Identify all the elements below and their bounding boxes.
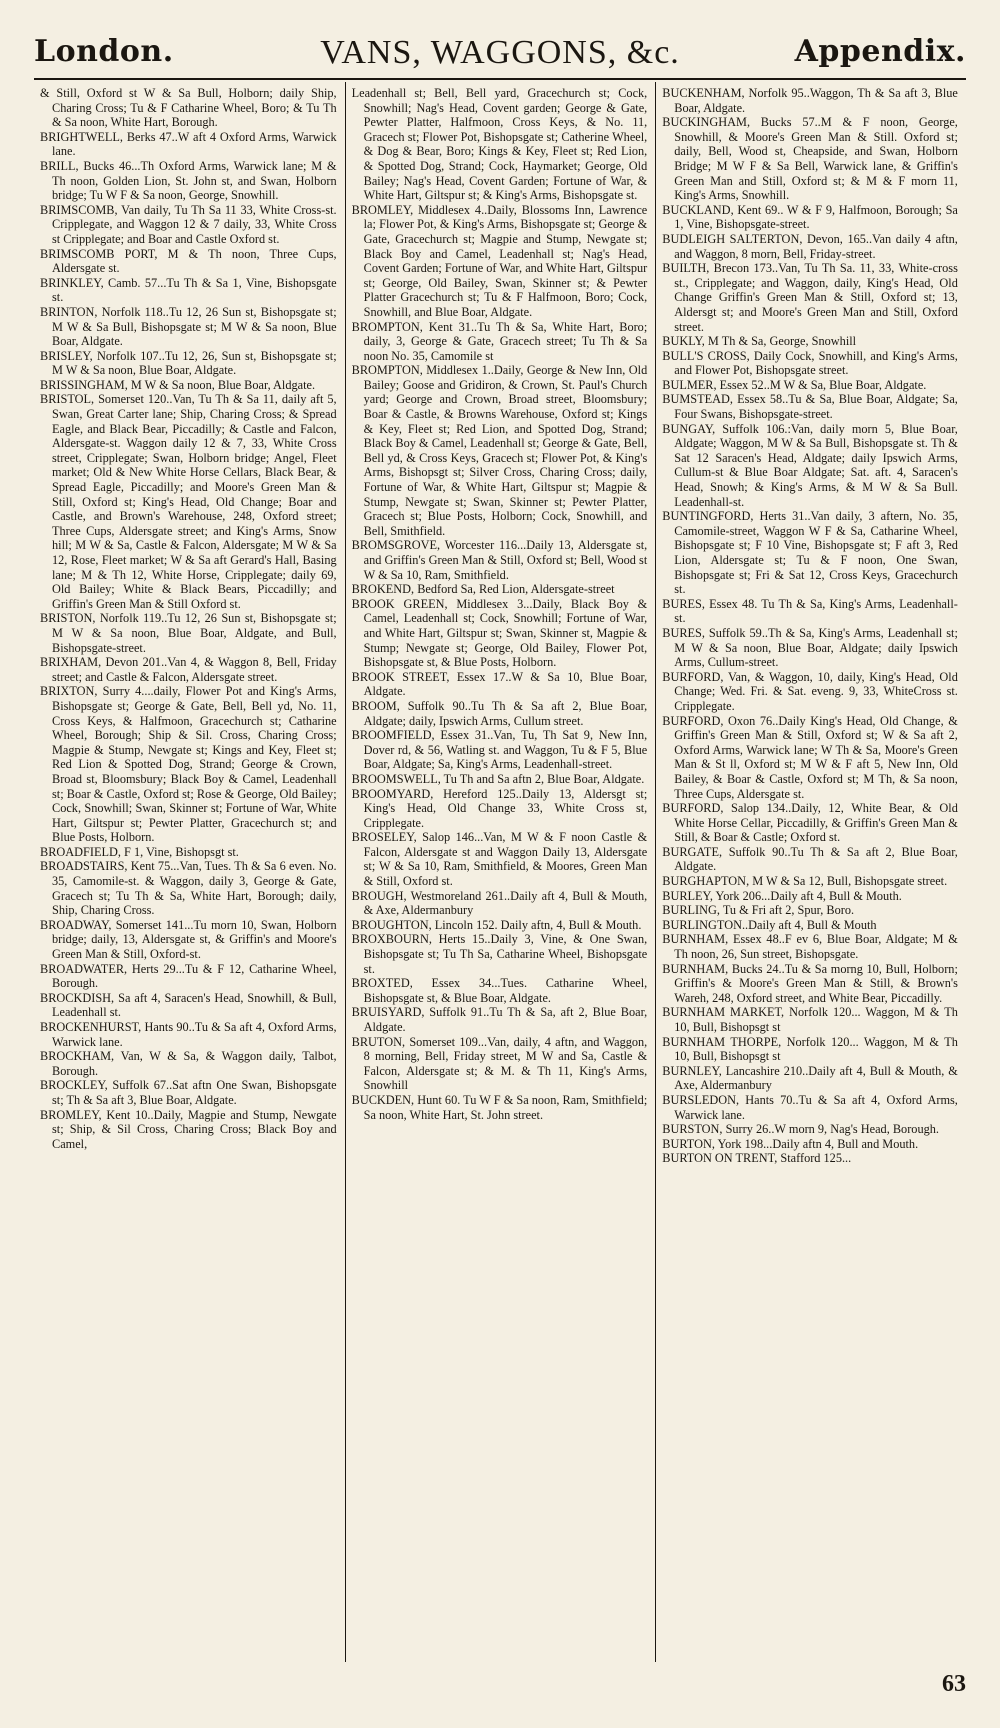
directory-entry: BRIMSCOMB, Van daily, Tu Th Sa 11 33, White Cross-st. Cripplegate, and Waggon 12 & 7 daily, 33, White Cross st Cripplegate; and Boar and Castle Oxford st. — [40, 202, 337, 246]
directory-entry: BRIGHTWELL, Berks 47..W aft 4 Oxford Arms, Warwick lane. — [40, 129, 337, 159]
directory-entry: BURGATE, Suffolk 90..Tu Th & Sa aft 2, Blue Boar, Aldgate. — [662, 844, 958, 874]
directory-entry: BROMLEY, Kent 10..Daily, Magpie and Stump, Newgate st; Ship, & Sil Cross, Charing Cross; Black Boy and Camel, — [40, 1107, 337, 1151]
directory-entry: BROCKHAM, Van, W & Sa, & Waggon daily, Talbot, Borough. — [40, 1049, 337, 1078]
directory-entry: BURFORD, Salop 134..Daily, 12, White Bear, & Old White Horse Cellar, Piccadilly, & Griffin's Green Man & Still, & Boar & Castle; Oxford st. — [662, 801, 958, 845]
directory-entry: BRISTOL, Somerset 120..Van, Tu Th & Sa 11, daily aft 5, Swan, Great Carter lane; Ship, Charing Cross; & Spread Eagle, and Black Bear, Piccadilly; & Castle and Falcon, Aldersgate-st. Waggon daily 12 & 7, 33, White Cross street, Cripplegate; Swan, Holborn bridge; Angel, Fleet market; Old & New White Horse Cellars, Black Bear, & Spread Eagle, Piccadilly; and Moore's Green Man & Still, Oxford st; King's Head, Old Change; Boar and Castle, and Brown's Warehouse, 248, Oxford street; Three Cups, Aldersgate street; and King's Arms, Snow hill; M W & Sa, Castle & Falcon, Aldersgate; M W & Sa 12, Rose, Fleet market; W & Sa aft Gerard's Hall, Basing lane; M & Th 12, White Horse, Cripplegate; daily 69, Old Bailey; White & Black Bears, Piccadilly; and Griffin's Green Man & Still Oxford st. — [40, 392, 337, 611]
directory-entry: Leadenhall st; Bell, Bell yard, Gracechurch st; Cock, Snowhill; Nag's Head, Covent garden; George & Gate, Pewter Platter, Halfmoon, Cross Keys, & No. 11, Gracech st; Flower Pot, Bishopsgate st; Catherine Wheel, & Dog & Bear, Boro; Kings & Key, Fleet st; Red Lion, & Spotted Dog, Strand; Cock, Haymarket; George, Old Bailey; Nag's Head, Covent Garden; Fortune of War, & White Hart, Giltspur st; & King's Arms, Bishopsgate st. — [351, 86, 648, 203]
directory-entry: BUILTH, Brecon 173..Van, Tu Th Sa. 11, 33, White-cross st., Cripplegate; and Waggon, daily, King's Head, Old Change Griffin's Green Man & Still, Oxford st; 13, Aldersgt st; and Moore's Green Man and Still, Oxford street. — [662, 261, 958, 334]
directory-entry: BROCKLEY, Suffolk 67..Sat aftn One Swan, Bishopsgate st; Th & Sa aft 3, Blue Boar, Aldgate. — [40, 1078, 337, 1107]
directory-entry: BURES, Suffolk 59..Th & Sa, King's Arms, Leadenhall st; M W & Sa noon, Blue Boar, Aldgate; daily Ipswich Arms, Cullum-street. — [662, 625, 958, 670]
directory-entry: BROMPTON, Middlesex 1..Daily, George & New Inn, Old Bailey; Goose and Gridiron, & Crown, St. Paul's Church yard; George and Crown, Broad street, Bloomsbury; Boar & Castle, & Browns Warehouse, Oxford st; Kings & Key, Fleet st; Red Lion, and Spotted Dog, Strand; Black Boy & Camel, Leadenhall st; George & Gate, Bell, Bell yd, & Cross Keys, Gracech st; Flower Pot, & King's Arms, Bishopsgt st; Silver Cross, Charing Cross; daily, Fortune of War, & White Hart, Giltspur st; Magpie & Stump, Newgate st; Swan, Skinner st; Pewter Platter, Gracech st; Blue Posts, Holborn; Cock, Snowhill, and Bell, Smithfield. — [351, 363, 648, 538]
directory-entry: BROADWAY, Somerset 141...Tu morn 10, Swan, Holborn bridge; daily, 13, Aldersgate st, & Griffin's and Moore's Green Man & Still, Oxford-st. — [40, 917, 337, 962]
directory-entry: BROOMFIELD, Essex 31..Van, Tu, Th Sat 9, New Inn, Dover rd, & 56, Watling st. and Waggon, Tu & F 5, Blue Boar, Aldgate; Sa, King's Arms, Leadenhall-street. — [351, 728, 648, 772]
directory-entry: BURLINGTON..Daily aft 4, Bull & Mouth — [662, 917, 877, 932]
page-number: 63 — [942, 1671, 966, 1697]
directory-entry: BUCKINGHAM, Bucks 57..M & F noon, George, Snowhill, & Moore's Green Man & Still. Oxford st; daily, Bell, Wood st, Cheapside, and Swan, Holborn Bridge; M W F & Sa Bell, Warwick lane, & Griffin's Green Man and Still, Oxford st; & M & F morn 11, King's Arms, Snowhill. — [662, 115, 958, 203]
directory-entry: BROOK GREEN, Middlesex 3...Daily, Black Boy & Camel, Leadenhall st; Cock, Snowhill; Fortune of War, and White Hart, Giltspur st; Swan, Skinner st, Magpie & Stump; Newgate st; George, Old Bailey, Flower Pot, Bishopsgate st, & Blue Posts, Holborn. — [351, 596, 648, 670]
column-middle — [345, 82, 656, 1662]
directory-entry: BROMLEY, Middlesex 4..Daily, Blossoms Inn, Lawrence la; Flower Pot, & King's Arms, Bishopsgate st; George & Gate, Gracechurch st; Magpie and Stump, Newgate st; Black Boy and Camel, Leadenhall st; Nag's Head, Covent Garden; Fortune of War, and White Hart, Giltspur st; George, Old Bailey, Swan, Skinner st; & Pewter Platter Gracechurch st; Tu & F Halfmoon, Boro; Cock, Snowhill, and Blue Boar, Aldgate. — [351, 202, 648, 319]
directory-entry: & Still, Oxford st W & Sa Bull, Holborn; daily Ship, Charing Cross; Tu & F Catharine Wheel, Boro; & Tu Th & Sa noon, White Hart, Borough. — [40, 86, 337, 130]
directory-entry: BROMSGROVE, Worcester 116...Daily 13, Aldersgate st, and Griffin's Green Man & Still, Oxford st; Bell, Wood st W & Sa 10, Ram, Smithfield. — [351, 538, 648, 582]
directory-entry: BRIXHAM, Devon 201..Van 4, & Waggon 8, Bell, Friday street; and Castle & Falcon, Aldersgate street. — [40, 655, 337, 684]
directory-entry: BURNLEY, Lancashire 210..Daily aft 4, Bull & Mouth, & Axe, Aldermanbury — [662, 1063, 958, 1093]
directory-entry: BROOM, Suffolk 90..Tu Th & Sa aft 2, Blue Boar, Aldgate; daily, Ipswich Arms, Cullum street. — [351, 698, 648, 728]
directory-entry: BURNHAM MARKET, Norfolk 120... Waggon, M & Th 10, Bull, Bishopsgt st — [662, 1005, 958, 1034]
directory-entry: BUNGAY, Suffolk 106.:Van, daily morn 5, Blue Boar, Aldgate; Waggon, M W & Sa Bull, Bishopsgate st. Th & Sat 12 Saracen's Head, Aldgate; daily Ipswich Arms, Cullum-st & Blue Boar Aldgate; Sat. aft. 4, Saracen's Head, Snowh; & King's Arms, & M W & Sa Bull. Leadenhall-st. — [662, 421, 958, 509]
directory-entry: BURNHAM, Bucks 24..Tu & Sa morng 10, Bull, Holborn; Griffin's & Moore's Green Man & Still, & Brown's Wareh, 248, Oxford street, and White Bear, Piccadilly. — [662, 961, 958, 1005]
running-header — [34, 30, 966, 80]
directory-entry: BROOMYARD, Hereford 125..Daily 13, Aldersgt st; King's Head, Old Change 33, White Cross st, Cripplegate. — [351, 786, 648, 830]
directory-entry: BROUGH, Westmoreland 261..Daily aft 4, Bull & Mouth, & Axe, Aldermanbury — [351, 888, 648, 918]
column-left — [34, 82, 345, 1662]
directory-entry: BURLING, Tu & Fri aft 2, Spur, Boro. — [662, 903, 855, 918]
directory-entry: BROOMSWELL, Tu Th and Sa aftn 2, Blue Boar, Aldgate. — [351, 771, 645, 786]
directory-entry: BUCKDEN, Hunt 60. Tu W F & Sa noon, Ram, Smithfield; Sa noon, White Hart, St. John street. — [351, 1092, 648, 1122]
directory-entry: BULMER, Essex 52..M W & Sa, Blue Boar, Aldgate. — [662, 377, 927, 392]
directory-entry: BURLEY, York 206...Daily aft 4, Bull & Mouth. — [662, 888, 902, 903]
directory-entry: BURSTON, Surry 26..W morn 9, Nag's Head, Borough. — [662, 1122, 939, 1137]
directory-entry: BURTON ON TRENT, Stafford 125... — [662, 1151, 852, 1166]
directory-entry: BRISLEY, Norfolk 107..Tu 12, 26, Sun st, Bishopsgate st; M W & Sa noon, Blue Boar, Aldgate. — [40, 348, 337, 378]
header-left-title: London. — [34, 34, 174, 69]
directory-entry: BURES, Essex 48. Tu Th & Sa, King's Arms, Leadenhall-st. — [662, 596, 958, 626]
directory-entry: BRIXTON, Surry 4....daily, Flower Pot and King's Arms, Bishopsgate st; George & Gate, Bell, Bell yd, No. 11, Cross Keys, & Halfmoon, Gracechurch st; Catharine Wheel, Borough; Ship & Sil. Cross, Charing Cross; Magpie & Stump, Newgate st; Kings and Key, Fleet st; Red Lion & Spotted Dog, Strand; George & Crown, Broad st, Bloomsbury; Black Boy & Camel, Leadenhall st; Boar & Castle, Oxford st; Rose & George, Old Bailey; Cock, Snowhill; Swan, Skinner st; Fortune of War, White Hart, Giltspur st; Pewter Platter, Gracechurch st; and Blue Posts, Holborn. — [40, 684, 337, 845]
directory-entry: BRILL, Bucks 46...Th Oxford Arms, Warwick lane; M & Th noon, Golden Lion, St. John st, and Swan, Holborn bridge; Tu W F & Sa noon, George, Snowhill. — [40, 158, 337, 203]
directory-entry: BUCKENHAM, Norfolk 95..Waggon, Th & Sa aft 3, Blue Boar, Aldgate. — [662, 86, 958, 115]
directory-entry: BRISSINGHAM, M W & Sa noon, Blue Boar, Aldgate. — [40, 377, 316, 392]
directory-entry: BROADFIELD, F 1, Vine, Bishopsgt st. — [40, 844, 239, 859]
directory-entry: BROXTED, Essex 34...Tues. Catharine Wheel, Bishopsgate st, & Blue Boar, Aldgate. — [351, 976, 648, 1005]
directory-entry: BURTON, York 198...Daily aftn 4, Bull and Mouth. — [662, 1136, 919, 1151]
header-right-title: Appendix. — [794, 34, 966, 69]
directory-entry: BROUGHTON, Lincoln 152. Daily aftn, 4, Bull & Mouth. — [351, 917, 642, 932]
directory-entry: BURNHAM THORPE, Norfolk 120... Waggon, M & Th 10, Bull, Bishopsgt st — [662, 1034, 958, 1064]
directory-entry: BURFORD, Van, & Waggon, 10, daily, King's Head, Old Change; Wed. Fri. & Sat. eveng. 9, 33, WhiteCross st. Cripplegate. — [662, 669, 958, 713]
directory-entry: BROADWATER, Herts 29...Tu & F 12, Catharine Wheel, Borough. — [40, 961, 337, 991]
directory-entry: BURNHAM, Essex 48..F ev 6, Blue Boar, Aldgate; M & Th noon, 26, Sun street, Bishopsgate. — [662, 932, 958, 962]
directory-entry: BRUISYARD, Suffolk 91..Tu Th & Sa, aft 2, Blue Boar, Aldgate. — [351, 1005, 648, 1034]
header-center-title: VANS, WAGGONS, &c. — [320, 34, 680, 71]
directory-entry: BROXBOURN, Herts 15..Daily 3, Vine, & One Swan, Bishopsgate st; Tu Th Sa, Catharine Wheel, Bishopsgate st. — [351, 932, 648, 976]
directory-entry: BRINTON, Norfolk 118..Tu 12, 26 Sun st, Bishopsgate st; M W & Sa Bull, Bishopsgate st; M W & Sa noon, Blue Boar, Aldgate. — [40, 304, 337, 349]
directory-entry: BURSLEDON, Hants 70..Tu & Sa aft 4, Oxford Arms, Warwick lane. — [662, 1092, 958, 1122]
directory-entry: BROCKENHURST, Hants 90..Tu & Sa aft 4, Oxford Arms, Warwick lane. — [40, 1020, 337, 1049]
directory-entry: BROOK STREET, Essex 17..W & Sa 10, Blue Boar, Aldgate. — [351, 669, 648, 699]
directory-entry: BROSELEY, Salop 146...Van, M W & F noon Castle & Falcon, Aldersgate st and Waggon Daily 13, Aldersgate st; W & Sa 10, Ram, Smithfield, & Moores, Green Man & Still, Oxford st. — [351, 830, 648, 889]
directory-entry: BRIMSCOMB PORT, M & Th noon, Three Cups, Aldersgate st. — [40, 246, 337, 276]
text-columns — [34, 82, 966, 1662]
directory-entry: BROMPTON, Kent 31..Tu Th & Sa, White Hart, Boro; daily, 3, George & Gate, Gracech street; Tu Th & Sa noon No. 35, Camomile st — [351, 319, 648, 363]
directory-entry: BROCKDISH, Sa aft 4, Saracen's Head, Snowhill, & Bull, Leadenhall st. — [40, 990, 337, 1020]
column-right — [655, 82, 966, 1662]
directory-entry: BROADSTAIRS, Kent 75...Van, Tues. Th & Sa 6 even. No. 35, Camomile-st. & Waggon, daily 3, George & Gate, Gracech st; Tu Th & Sa, White Hart, Borough; daily, Ship, Charing Cross. — [40, 859, 337, 918]
directory-entry: BUKLY, M Th & Sa, George, Snowhill — [662, 334, 857, 349]
directory-entry: BURGHAPTON, M W & Sa 12, Bull, Bishopsgate street. — [662, 874, 948, 889]
directory-entry: BUNTINGFORD, Herts 31..Van daily, 3 aftern, No. 35, Camomile-street, Waggon W F & Sa, Catharine Wheel, Bishopsgate st; F 10 Vine, Bishopsgate st; F aft 3, Red Lion, Aldersgate st; Tu & F noon, One Swan, Bishopsgate st; Fri & Sat 12, Cross Keys, Gracechurch st. — [662, 509, 958, 597]
directory-entry: BUDLEIGH SALTERTON, Devon, 165..Van daily 4 aftn, and Waggon, 8 morn, Bell, Friday-street. — [662, 231, 958, 261]
directory-entry: BUMSTEAD, Essex 58..Tu & Sa, Blue Boar, Aldgate; Sa, Four Swans, Bishopsgate-street. — [662, 392, 958, 422]
directory-entry: BRINKLEY, Camb. 57...Tu Th & Sa 1, Vine, Bishopsgate st. — [40, 275, 337, 305]
directory-entry: BULL'S CROSS, Daily Cock, Snowhill, and King's Arms, and Flower Pot, Bishopsgate street. — [662, 348, 958, 378]
directory-entry: BRUTON, Somerset 109...Van, daily, 4 aftn, and Waggon, 8 morning, Bell, Friday street, M W and Sa, Castle & Falcon, Aldersgate st; & M. & Th 11, King's Arms, Snowhill — [351, 1034, 648, 1093]
directory-entry: BUCKLAND, Kent 69.. W & F 9, Halfmoon, Borough; Sa 1, Vine, Bishopsgate-street. — [662, 202, 958, 232]
directory-entry: BURFORD, Oxon 76..Daily King's Head, Old Change, & Griffin's Green Man & Still, Oxford st; W & Sa aft 2, Oxford Arms, Warwick lane; W Th & Sa, Moore's Green Man & St ll, Oxford st; M W & F aft 5, New Inn, Old Bailey, & Boar & Castle, Oxford st; M Th, & Sa noon, Three Cups, Aldersgate st. — [662, 713, 958, 801]
directory-entry: BRISTON, Norfolk 119..Tu 12, 26 Sun st, Bishopsgate st; M W & Sa noon, Blue Boar, Aldgate, and Bull, Bishopsgate-street. — [40, 611, 337, 655]
directory-entry: BROKEND, Bedford Sa, Red Lion, Aldersgate-street — [351, 582, 615, 597]
